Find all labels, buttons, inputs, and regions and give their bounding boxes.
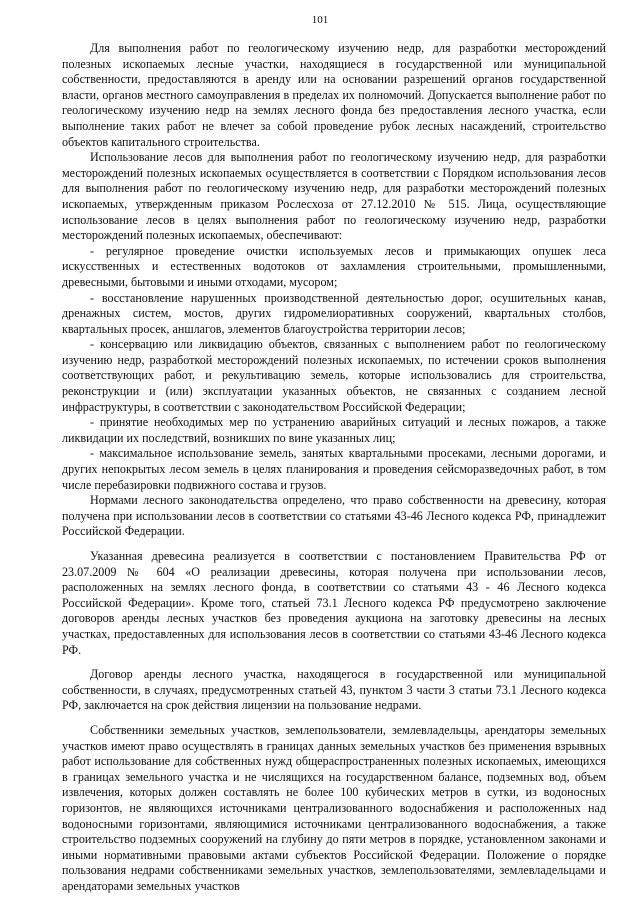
paragraph-landowner-rights: Собственники земельных участков, землепользователи, землевладельцы, арендаторы земельных участков имеют право осуществлять в границах данных земельных участков без применения взрывных работ использование для собственных нужд общераспространенных полезных ископаемых, имеющихся в границах земельного участка и не числящихся на государственном балансе, подземных вод, объем извлечения, которых должен составлять не более 100 кубических метров в сутки, из водоносных горизонтов, не являющихся источниками централизованного водоснабжения и расположенных над водоносными горизонтами, являющимися источниками централизованного водоснабжения, а также строительство подземных сооружений на глубину до пяти метров в порядке, установленном законами и иными нормативными правовыми актами субъектов Российской Федерации. Положение о порядке пользования недрами собственниками земельных участков, землепользователями, землевладельцами и арендаторами земельных участков — [62, 722, 606, 893]
paragraph-timber-ownership: Нормами лесного законодательства определено, что право собственности на древесину, которая получена при использовании лесов в соответствии со статьями 43-46 Лесного кодекса РФ, принадлежит Российской Федерации. — [62, 493, 606, 539]
paragraph-timber-sale: Указанная древесина реализуется в соответствии с постановлением Правительства РФ от 23.07.2009 № 604 «О реализации древесины, которая получена при использовании лесов, расположенных на землях лесного фонда, в соответствии со статьями 43 - 46 Лесного кодекса Российской Федерации». Кроме того, статьей 73.1 Лесного кодекса РФ предусмотрено заключение договоров аренды лесных участков без проведения аукциона на заготовку древесины на лесных участках, предоставленных для использования лесов в соответствии со статьями 43-46 Лесного кодекса РФ. — [62, 549, 606, 657]
list-item-conservation: - консервацию или ликвидацию объектов, связанных с выполнением работ по геологическому изучению недр, разработкой месторождений полезных ископаемых, по истечении сроков выполнения соответствующих работ, и рекультивацию земель, которые использовались для строительства, реконструкции и (или) эксплуатации указанных объектов, не связанных с созданием лесной инфраструктуры, в соответствии с законодательством Российской Федерации; — [62, 337, 606, 414]
body-text — [62, 41, 606, 894]
list-item-land-use: - максимальное использование земель, занятых квартальными просеками, лесными дорогами, и других непокрытых лесом земель в целях планирования и проведения сейсморазведочных работ, в том числе перебазировки подвижного состава и грузов. — [62, 446, 606, 492]
list-item-cleaning: - регулярное проведение очистки используемых лесов и примыкающих опушек леса искусственных и естественных водотоков от захламления строительными, промышленными, древесными, бытовыми и иными отходами, мусором; — [62, 243, 606, 289]
paragraph-geological-survey-lease: Для выполнения работ по геологическому изучению недр, для разработки месторождений полезных ископаемых лесные участки, находящиеся в государственной или муниципальной собственности, предоставляются в аренду или на основании разрешений органов государственной власти, органов местного самоуправления в пределах их полномочий. Допускается выполнение работ по геологическому изучению недр на землях лесного фонда без предоставления лесного участка, если выполнение таких работ не влечет за собой проведение рубок лесных насаждений, строительство объектов капитального строительства. — [62, 41, 606, 149]
paragraph-lease-term: Договор аренды лесного участка, находящегося в государственной или муниципальной собственности, в случаях, предусмотренных статьей 43, пунктом 3 части 3 статьи 73.1 Лесного кодекса РФ, заключается на срок действия лицензии на пользование недрами. — [62, 667, 606, 713]
list-item-restoration: - восстановление нарушенных производственной деятельностью дорог, осушительных канав, дренажных систем, мостов, других гидромелиоративных сооружений, квартальных столбов, квартальных просек, аншлагов, элементов благоустройства территории лесов; — [62, 290, 606, 336]
paragraph-forest-use-procedure: Использование лесов для выполнения работ по геологическому изучению недр, для разработки месторождений полезных ископаемых осуществляется в соответствии с Порядком использования лесов для выполнения работ по геологическому изучению недр, для разработки месторождений полезных ископаемых, утвержденным приказом Рослесхоза от 27.12.2010 № 515. Лица, осуществляющие использование лесов в целях выполнения работ по геологическому изучению недр, разработки месторождений полезных ископаемых, обеспечивают: — [62, 150, 606, 243]
page-number: 101 — [311, 14, 329, 26]
list-item-emergency-measures: - принятие необходимых мер по устранению аварийных ситуаций и лесных пожаров, а также ликвидации их последствий, возникших по вине указанных лиц; — [62, 415, 606, 445]
